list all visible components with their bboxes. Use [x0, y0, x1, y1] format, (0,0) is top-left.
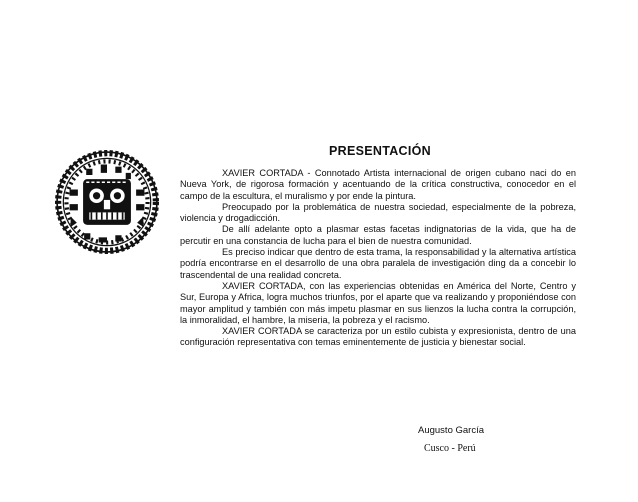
paragraph: XAVIER CORTADA se caracteriza por un estilo cubista y expresionista, dentro de una configuración representativa con temas eminentemente de justicia y bienestar social.: [180, 326, 576, 348]
paragraph: XAVIER CORTADA - Connotado Artista internacional de origen cubano naci do en Nueva York, de rigorosa formación y acentuando de la crítica constructiva, conocedor en el campo de la escultura, el muralismo y por ende la pintura.: [180, 168, 576, 201]
paragraph: De allí adelante opto a plasmar estas facetas indignatorias de la vida, que ha de percutir en una constancia de lucha para el bien de nuestra comunidad.: [180, 224, 576, 246]
presentation-body: [180, 168, 576, 349]
inca-sun-seal-icon: [55, 150, 159, 254]
signature-place: Cusco - Perú: [424, 443, 476, 454]
paragraph: Preocupado por la problemática de nuestra sociedad, especialmente de la pobreza, violencia y drogadicción.: [180, 201, 576, 224]
page-title: PRESENTACIÓN: [329, 144, 431, 158]
paragraph: XAVIER CORTADA, con las experiencias obtenidas en América del Norte, Centro y Sur, Europa y Africa, logra muchos triunfos, por el aparte que va realizando y proponiéndose con mayor amplitud y también con más impetu plasmar en sus lienzos la lucha contra la corrupción, la inmoralidad, el hambre, la miseria, la pobreza y el racismo.: [180, 280, 576, 325]
signature-block: [418, 422, 538, 458]
paragraph: Es preciso indicar que dentro de esta trama, la responsabilidad y la alternativa artística podría encontrarse en el desarrollo de una obra paralela de investigación ding da a concebir lo trascendental de una realidad concreta.: [180, 247, 576, 280]
signature-name: Augusto García: [418, 425, 485, 436]
